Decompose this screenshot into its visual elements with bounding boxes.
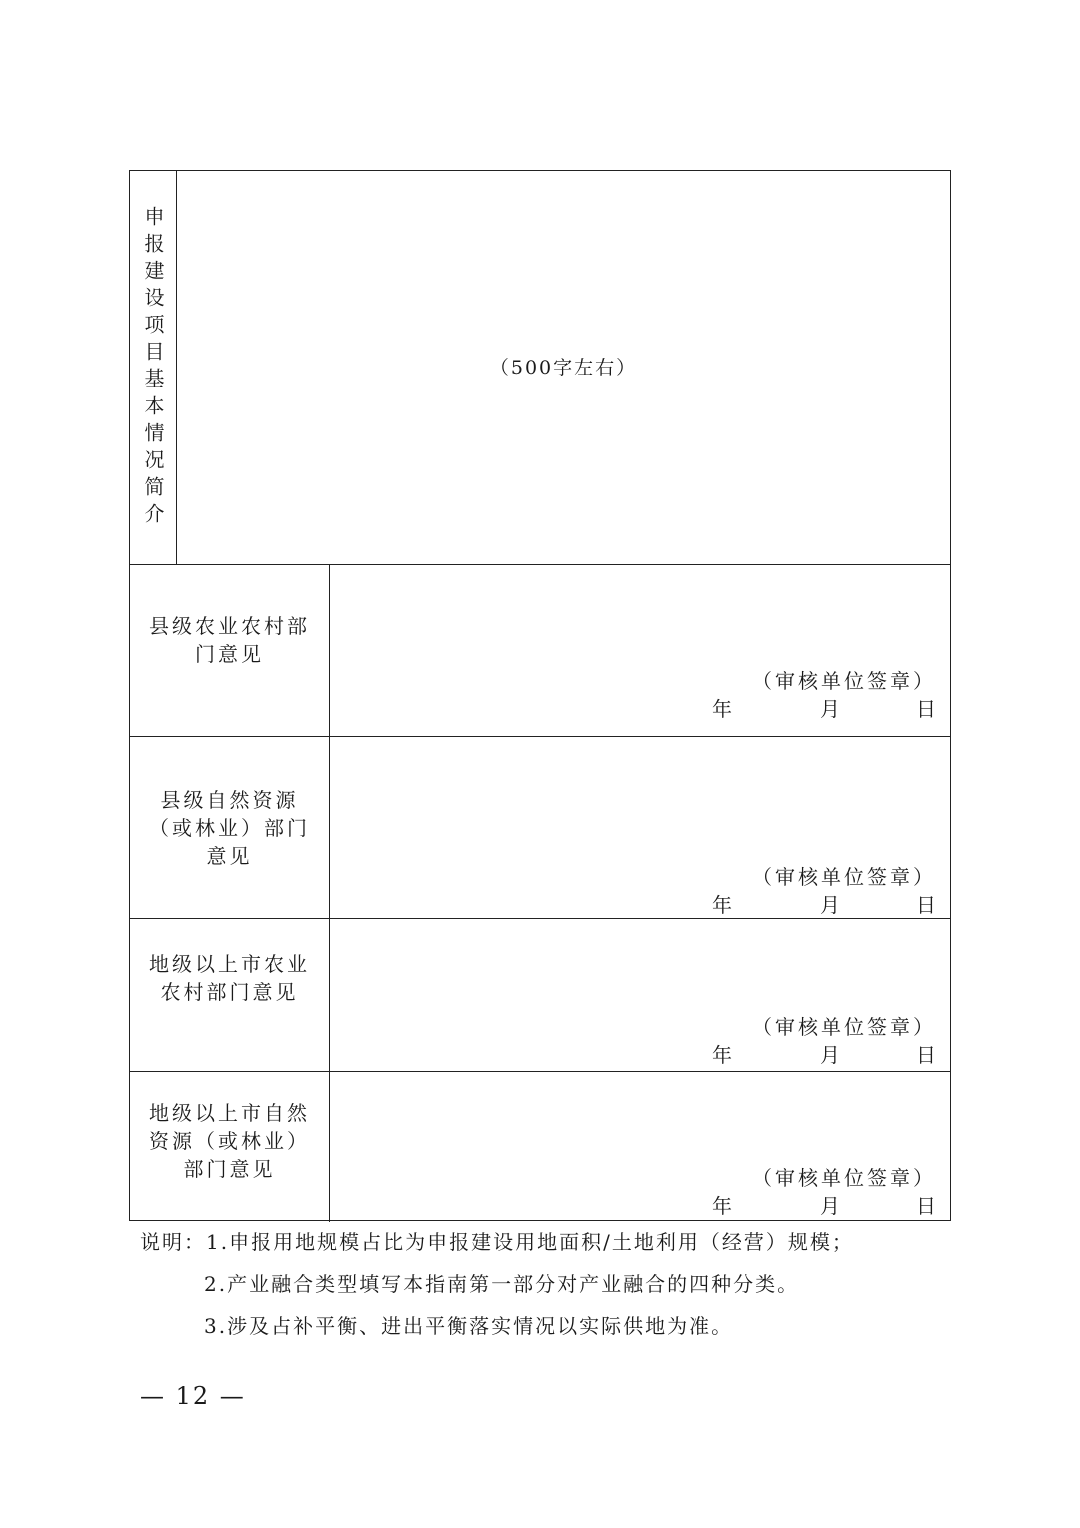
date-month: 月: [820, 1043, 840, 1067]
opinion-label: 县级农业农村部门意见: [149, 613, 310, 666]
opinion-label-cell: [130, 737, 330, 918]
date-line: [712, 1039, 936, 1068]
date-line: [712, 1190, 936, 1219]
opinion-row-county-agri: [130, 564, 950, 736]
date-day: 日: [916, 697, 936, 721]
opinion-row-city-agri: [130, 918, 950, 1071]
opinion-label: 地级以上市自然资源（或林业）部门意见: [149, 1101, 310, 1181]
project-intro-label-cell: [130, 171, 177, 564]
opinion-label: 县级自然资源（或林业）部门意见: [149, 787, 310, 868]
date-year: 年: [712, 1043, 732, 1067]
opinion-content-cell[interactable]: [330, 919, 950, 1071]
opinion-label-cell: [130, 919, 330, 1071]
opinion-label: 地级以上市农业农村部门意见: [149, 952, 310, 1004]
opinion-label-cell: [130, 565, 330, 736]
date-day: 日: [916, 893, 936, 917]
date-line: [712, 889, 936, 918]
date-month: 月: [820, 1194, 840, 1218]
project-intro-content-cell[interactable]: [177, 171, 950, 564]
project-intro-label: 申报建设项目基本情况简介: [141, 205, 165, 530]
opinion-content-cell[interactable]: [330, 1072, 950, 1222]
date-year: 年: [712, 893, 732, 917]
opinion-label-cell: [130, 1072, 330, 1222]
note-line-3: 3.涉及占补平衡、进出平衡落实情况以实际供地为准。: [204, 1314, 734, 1338]
opinion-content-cell[interactable]: [330, 565, 950, 736]
opinion-row-county-resources: [130, 736, 950, 918]
opinion-row-city-resources: [130, 1071, 950, 1222]
page-number: — 12 —: [140, 1382, 246, 1410]
date-line: [712, 693, 936, 722]
date-year: 年: [712, 697, 732, 721]
note-line-2: 2.产业融合类型填写本指南第一部分对产业融合的四种分类。: [204, 1272, 800, 1296]
project-intro-hint: （500字左右）: [489, 357, 638, 379]
date-month: 月: [820, 697, 840, 721]
seal-note: （审核单位签章）: [752, 669, 936, 693]
seal-note: （审核单位签章）: [752, 1015, 936, 1039]
date-day: 日: [916, 1194, 936, 1218]
seal-note: （审核单位签章）: [752, 865, 936, 889]
date-month: 月: [820, 893, 840, 917]
seal-note: （审核单位签章）: [752, 1166, 936, 1190]
note-line-1: 说明：1.申报用地规模占比为申报建设用地面积/土地利用（经营）规模；: [140, 1230, 854, 1254]
date-day: 日: [916, 1043, 936, 1067]
project-intro-row: [130, 171, 950, 564]
application-form-table: [129, 170, 951, 1221]
opinion-content-cell[interactable]: [330, 737, 950, 918]
date-year: 年: [712, 1194, 732, 1218]
